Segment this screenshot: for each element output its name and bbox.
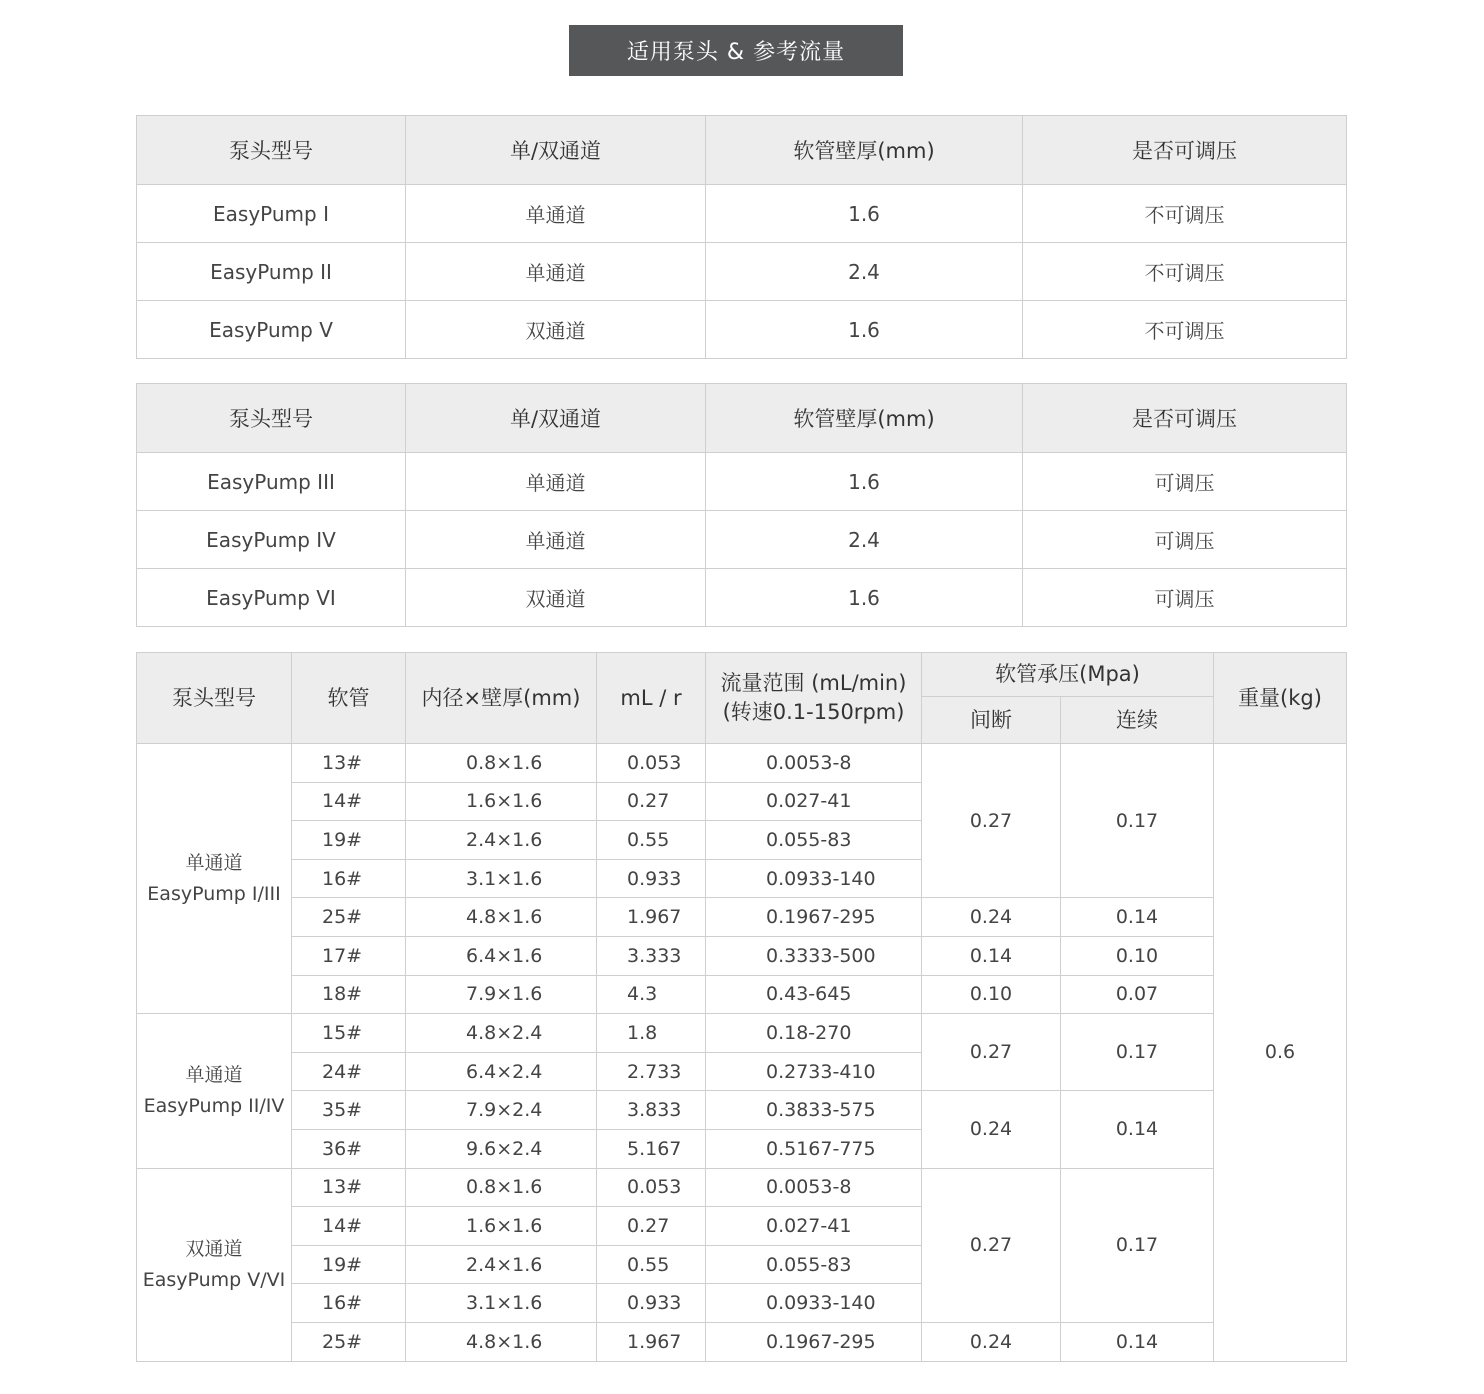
- cell-flow-range: 0.5167-775: [706, 1129, 922, 1168]
- cell-continuous: 0.14: [1061, 1091, 1214, 1168]
- cell-intermittent: 0.24: [922, 1091, 1061, 1168]
- table-row: [137, 1322, 1347, 1361]
- cell-flow-range: 0.0933-140: [706, 1284, 922, 1323]
- cell-wall-thickness: 2.4: [706, 243, 1023, 301]
- cell-continuous: 0.14: [1061, 1322, 1214, 1361]
- cell-wall-thickness: 1.6: [706, 569, 1023, 627]
- cell-tube: 14#: [292, 1207, 406, 1246]
- cell-ml-per-rev: 4.3: [597, 975, 706, 1014]
- cell-dimensions: 6.4×1.6: [406, 936, 597, 975]
- table-header-row: [137, 653, 1347, 697]
- group-cell: [137, 1168, 292, 1361]
- header-adjustable: 是否可调压: [1023, 384, 1347, 453]
- cell-tube: 24#: [292, 1052, 406, 1091]
- flow-rate-table: [136, 652, 1347, 1362]
- table-row: [137, 301, 1347, 359]
- header-wall-thickness: 软管壁厚(mm): [706, 116, 1023, 185]
- header-channel: 单/双通道: [406, 116, 706, 185]
- cell-model: EasyPump IV: [137, 511, 406, 569]
- cell-ml-per-rev: 0.27: [597, 782, 706, 821]
- cell-ml-per-rev: 1.967: [597, 1322, 706, 1361]
- header-flow-range-line1: 流量范围 (mL/min): [720, 671, 907, 695]
- cell-channel: 单通道: [406, 453, 706, 511]
- cell-tube: 18#: [292, 975, 406, 1014]
- cell-continuous: 0.14: [1061, 898, 1214, 937]
- cell-ml-per-rev: 0.053: [597, 1168, 706, 1207]
- cell-dimensions: 6.4×2.4: [406, 1052, 597, 1091]
- header-model: 泵头型号: [137, 653, 292, 744]
- group-cell: [137, 1014, 292, 1168]
- cell-continuous: 0.07: [1061, 975, 1214, 1014]
- group-cell: [137, 744, 292, 1014]
- header-intermittent: 间断: [922, 697, 1061, 744]
- cell-tube: 36#: [292, 1129, 406, 1168]
- group-channel: 单通道: [185, 1063, 243, 1086]
- cell-flow-range: 0.055-83: [706, 821, 922, 860]
- cell-ml-per-rev: 1.8: [597, 1014, 706, 1053]
- cell-dimensions: 1.6×1.6: [406, 1207, 597, 1246]
- cell-tube: 16#: [292, 859, 406, 898]
- cell-ml-per-rev: 0.55: [597, 821, 706, 860]
- cell-dimensions: 0.8×1.6: [406, 1168, 597, 1207]
- cell-dimensions: 9.6×2.4: [406, 1129, 597, 1168]
- cell-model: EasyPump I: [137, 185, 406, 243]
- cell-ml-per-rev: 1.967: [597, 898, 706, 937]
- cell-tube: 19#: [292, 821, 406, 860]
- cell-channel: 单通道: [406, 511, 706, 569]
- header-flow-range: [706, 653, 922, 744]
- header-tube: 软管: [292, 653, 406, 744]
- cell-ml-per-rev: 3.333: [597, 936, 706, 975]
- table-header-row: [137, 384, 1347, 453]
- cell-intermittent: 0.27: [922, 1014, 1061, 1091]
- cell-wall-thickness: 2.4: [706, 511, 1023, 569]
- section-title: 适用泵头 & 参考流量: [569, 25, 903, 76]
- table-row: [137, 185, 1347, 243]
- table-row: [137, 936, 1347, 975]
- header-dimensions: 内径×壁厚(mm): [406, 653, 597, 744]
- cell-tube: 13#: [292, 744, 406, 783]
- header-adjustable: 是否可调压: [1023, 116, 1347, 185]
- group-model: EasyPump V/VI: [142, 1268, 286, 1291]
- cell-dimensions: 7.9×1.6: [406, 975, 597, 1014]
- cell-flow-range: 0.0053-8: [706, 1168, 922, 1207]
- cell-tube: 16#: [292, 1284, 406, 1323]
- cell-adjustable: 可调压: [1023, 453, 1347, 511]
- cell-adjustable: 不可调压: [1023, 301, 1347, 359]
- cell-continuous: 0.17: [1061, 744, 1214, 898]
- table-row: [137, 898, 1347, 937]
- cell-flow-range: 0.3333-500: [706, 936, 922, 975]
- cell-model: EasyPump III: [137, 453, 406, 511]
- table-row: [137, 744, 1347, 783]
- cell-adjustable: 可调压: [1023, 569, 1347, 627]
- cell-dimensions: 2.4×1.6: [406, 821, 597, 860]
- cell-adjustable: 不可调压: [1023, 243, 1347, 301]
- cell-flow-range: 0.0933-140: [706, 859, 922, 898]
- cell-flow-range: 0.2733-410: [706, 1052, 922, 1091]
- cell-ml-per-rev: 0.933: [597, 859, 706, 898]
- cell-tube: 14#: [292, 782, 406, 821]
- cell-tube: 19#: [292, 1245, 406, 1284]
- cell-flow-range: 0.3833-575: [706, 1091, 922, 1130]
- cell-intermittent: 0.14: [922, 936, 1061, 975]
- cell-flow-range: 0.027-41: [706, 1207, 922, 1246]
- table-row: [137, 975, 1347, 1014]
- cell-ml-per-rev: 0.55: [597, 1245, 706, 1284]
- cell-continuous: 0.10: [1061, 936, 1214, 975]
- group-channel: 双通道: [185, 1237, 243, 1260]
- cell-ml-per-rev: 5.167: [597, 1129, 706, 1168]
- cell-tube: 35#: [292, 1091, 406, 1130]
- cell-continuous: 0.17: [1061, 1014, 1214, 1091]
- cell-intermittent: 0.27: [922, 1168, 1061, 1322]
- cell-intermittent: 0.24: [922, 898, 1061, 937]
- cell-flow-range: 0.1967-295: [706, 898, 922, 937]
- cell-dimensions: 1.6×1.6: [406, 782, 597, 821]
- table-row: [137, 453, 1347, 511]
- cell-flow-range: 0.055-83: [706, 1245, 922, 1284]
- header-model: 泵头型号: [137, 116, 406, 185]
- cell-ml-per-rev: 0.27: [597, 1207, 706, 1246]
- cell-continuous: 0.17: [1061, 1168, 1214, 1322]
- table-row: [137, 243, 1347, 301]
- cell-wall-thickness: 1.6: [706, 301, 1023, 359]
- header-channel: 单/双通道: [406, 384, 706, 453]
- cell-tube: 17#: [292, 936, 406, 975]
- cell-ml-per-rev: 2.733: [597, 1052, 706, 1091]
- table-row: [137, 511, 1347, 569]
- table-row: [137, 1091, 1347, 1130]
- cell-adjustable: 不可调压: [1023, 185, 1347, 243]
- cell-dimensions: 4.8×2.4: [406, 1014, 597, 1053]
- cell-channel: 单通道: [406, 243, 706, 301]
- header-model: 泵头型号: [137, 384, 406, 453]
- cell-intermittent: 0.27: [922, 744, 1061, 898]
- cell-dimensions: 2.4×1.6: [406, 1245, 597, 1284]
- table-row: [137, 1014, 1347, 1053]
- cell-dimensions: 3.1×1.6: [406, 1284, 597, 1323]
- pump-head-table-adjustable: [136, 383, 1347, 627]
- cell-channel: 双通道: [406, 569, 706, 627]
- pump-head-table-non-adjustable: [136, 115, 1347, 359]
- cell-model: EasyPump V: [137, 301, 406, 359]
- cell-ml-per-rev: 0.933: [597, 1284, 706, 1323]
- cell-channel: 双通道: [406, 301, 706, 359]
- cell-intermittent: 0.10: [922, 975, 1061, 1014]
- table-row: [137, 1168, 1347, 1207]
- cell-adjustable: 可调压: [1023, 511, 1347, 569]
- cell-wall-thickness: 1.6: [706, 453, 1023, 511]
- header-flow-range-line2: (转速0.1-150rpm): [722, 700, 905, 724]
- cell-tube: 13#: [292, 1168, 406, 1207]
- cell-dimensions: 4.8×1.6: [406, 898, 597, 937]
- cell-dimensions: 4.8×1.6: [406, 1322, 597, 1361]
- header-pressure: 软管承压(Mpa): [922, 653, 1214, 697]
- cell-ml-per-rev: 3.833: [597, 1091, 706, 1130]
- group-channel: 单通道: [185, 851, 243, 874]
- header-continuous: 连续: [1061, 697, 1214, 744]
- cell-tube: 15#: [292, 1014, 406, 1053]
- cell-tube: 25#: [292, 898, 406, 937]
- group-model: EasyPump I/III: [147, 882, 281, 905]
- cell-flow-range: 0.1967-295: [706, 1322, 922, 1361]
- cell-dimensions: 3.1×1.6: [406, 859, 597, 898]
- table-row: [137, 569, 1347, 627]
- header-weight: 重量(kg): [1214, 653, 1347, 744]
- group-model: EasyPump II/IV: [143, 1094, 285, 1117]
- cell-tube: 25#: [292, 1322, 406, 1361]
- header-ml-per-rev: mL / r: [597, 653, 706, 744]
- table-header-row: [137, 116, 1347, 185]
- cell-ml-per-rev: 0.053: [597, 744, 706, 783]
- cell-dimensions: 0.8×1.6: [406, 744, 597, 783]
- cell-weight: 0.6: [1214, 744, 1347, 1362]
- cell-channel: 单通道: [406, 185, 706, 243]
- cell-flow-range: 0.0053-8: [706, 744, 922, 783]
- cell-flow-range: 0.18-270: [706, 1014, 922, 1053]
- cell-flow-range: 0.43-645: [706, 975, 922, 1014]
- header-wall-thickness: 软管壁厚(mm): [706, 384, 1023, 453]
- cell-model: EasyPump II: [137, 243, 406, 301]
- cell-flow-range: 0.027-41: [706, 782, 922, 821]
- cell-wall-thickness: 1.6: [706, 185, 1023, 243]
- cell-model: EasyPump VI: [137, 569, 406, 627]
- cell-intermittent: 0.24: [922, 1322, 1061, 1361]
- cell-dimensions: 7.9×2.4: [406, 1091, 597, 1130]
